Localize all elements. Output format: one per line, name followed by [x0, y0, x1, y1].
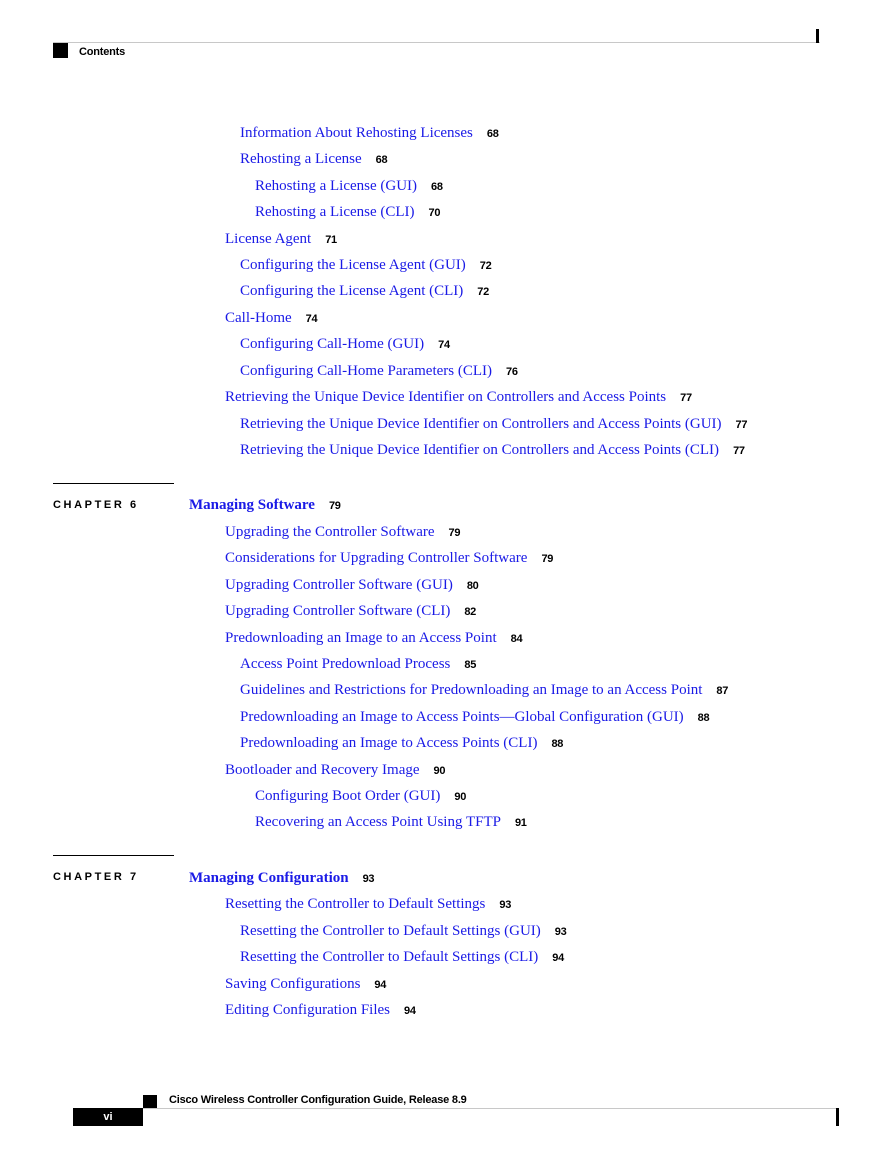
toc-entry[interactable] — [240, 256, 491, 275]
toc-entry-title[interactable]: Predownloading an Image to Access Points (CLI) — [240, 735, 538, 751]
toc-entry[interactable] — [225, 309, 317, 328]
toc-entry[interactable] — [225, 629, 522, 648]
toc-entry-page: 77 — [733, 445, 745, 457]
toc-entry[interactable] — [240, 362, 518, 381]
toc-entry-page: 90 — [454, 791, 467, 803]
chapter-page: 93 — [362, 873, 375, 885]
toc-entry-page: 68 — [431, 181, 443, 193]
toc-entry-title[interactable]: Configuring Boot Order (GUI) — [255, 788, 441, 804]
toc-entry-page: 94 — [374, 979, 387, 991]
toc-entry-title[interactable]: Predownloading an Image to an Access Point — [225, 630, 497, 646]
toc-entry-title[interactable]: Configuring Call-Home Parameters (CLI) — [240, 363, 493, 379]
toc-entry-title[interactable]: Rehosting a License (GUI) — [255, 178, 418, 194]
footer-rule — [143, 1108, 839, 1109]
toc-entry[interactable] — [225, 576, 479, 595]
toc-entry-page: 79 — [448, 527, 461, 539]
toc-entry[interactable] — [255, 813, 527, 832]
toc-entry[interactable] — [225, 895, 511, 914]
toc-entry-title[interactable]: Considerations for Upgrading Controller Software — [225, 550, 528, 566]
toc-entry[interactable] — [225, 1001, 416, 1020]
toc-entry[interactable] — [240, 415, 747, 434]
toc-entry-page: 74 — [438, 339, 450, 351]
toc-entry-title[interactable]: Recovering an Access Point Using TFTP — [255, 814, 501, 830]
toc-entry[interactable] — [255, 787, 466, 806]
chapter-rule — [53, 855, 174, 856]
chapter-heading[interactable] — [189, 869, 374, 888]
toc-entry[interactable] — [240, 335, 450, 354]
toc-entry-title[interactable]: Configuring the License Agent (GUI) — [240, 257, 466, 273]
toc-entry[interactable] — [255, 203, 440, 222]
toc-entry[interactable] — [240, 922, 566, 941]
chapter-page: 79 — [328, 500, 341, 512]
toc-entry-title[interactable]: Editing Configuration Files — [225, 1002, 390, 1018]
toc-entry-title[interactable]: Retrieving the Unique Device Identifier on Controllers and Access Points (GUI) — [240, 416, 722, 432]
chapter-title[interactable]: Managing Configuration — [189, 870, 349, 886]
toc-entry-page: 82 — [464, 606, 476, 618]
toc-entry[interactable] — [225, 761, 445, 780]
toc-entry[interactable] — [240, 124, 499, 143]
toc-entry[interactable] — [240, 681, 728, 700]
toc-entry[interactable] — [240, 655, 476, 674]
toc-entry-title[interactable]: Resetting the Controller to Default Settings — [225, 896, 486, 912]
toc-entry-page: 88 — [551, 738, 564, 750]
toc-entry-title[interactable]: Bootloader and Recovery Image — [225, 762, 420, 778]
footer-marker — [143, 1095, 157, 1108]
toc-entry[interactable] — [240, 150, 387, 169]
toc-entry-page: 76 — [506, 366, 518, 378]
toc-entry-page: 80 — [466, 580, 479, 592]
toc-entry-page: 85 — [464, 659, 477, 671]
toc-entry-page: 77 — [680, 392, 692, 404]
toc-entry-title[interactable]: Upgrading the Controller Software — [225, 524, 435, 540]
toc-entry-title[interactable]: Resetting the Controller to Default Settings (GUI) — [240, 923, 541, 939]
toc-entry-title[interactable]: Configuring Call-Home (GUI) — [240, 336, 425, 352]
toc-entry[interactable] — [240, 948, 564, 967]
toc-entry-title[interactable]: Predownloading an Image to Access Points—Global Configuration (GUI) — [240, 709, 684, 725]
toc-entry[interactable] — [225, 388, 692, 407]
toc-entry-page: 72 — [479, 260, 492, 272]
toc-entry-page: 70 — [428, 207, 441, 219]
toc-entry-title[interactable]: Rehosting a License (CLI) — [255, 204, 415, 220]
toc-entry-page: 91 — [514, 817, 527, 829]
chapter-rule — [53, 483, 174, 484]
toc-entry[interactable] — [225, 975, 386, 994]
chapter-label: CHAPTER 7 — [53, 871, 139, 883]
toc-entry-title[interactable]: Retrieving the Unique Device Identifier on Controllers and Access Points — [225, 389, 667, 405]
toc-entry-page: 71 — [325, 234, 337, 246]
chapter-title[interactable]: Managing Software — [189, 497, 315, 513]
toc-entry-page: 79 — [541, 553, 554, 565]
toc-entry[interactable] — [225, 230, 337, 249]
footer-page-number: vi — [73, 1108, 143, 1126]
toc-entry-title[interactable]: Configuring the License Agent (CLI) — [240, 283, 464, 299]
toc-entry[interactable] — [240, 441, 745, 460]
header-edge-bar — [816, 29, 819, 43]
toc-entry-title[interactable]: Resetting the Controller to Default Settings (CLI) — [240, 949, 539, 965]
toc-entry-title[interactable]: License Agent — [225, 231, 312, 247]
toc-entry-title[interactable]: Information About Rehosting Licenses — [240, 125, 473, 141]
toc-entry[interactable] — [240, 282, 489, 301]
toc-entry-page: 94 — [404, 1005, 416, 1017]
toc-entry-page: 77 — [735, 419, 748, 431]
header-marker — [53, 43, 68, 58]
toc-entry[interactable] — [240, 708, 709, 727]
toc-entry-title[interactable]: Access Point Predownload Process — [240, 656, 451, 672]
chapter-label: CHAPTER 6 — [53, 499, 139, 511]
toc-entry-title[interactable]: Upgrading Controller Software (CLI) — [225, 603, 451, 619]
toc-entry-page: 94 — [552, 952, 564, 964]
header-rule — [53, 42, 820, 43]
toc-entry-title[interactable]: Rehosting a License — [240, 151, 362, 167]
toc-entry-page: 68 — [375, 154, 388, 166]
footer-edge-bar — [836, 1108, 839, 1126]
toc-entry[interactable] — [225, 602, 476, 621]
toc-entry-page: 93 — [554, 926, 567, 938]
running-header: Contents — [79, 46, 126, 58]
toc-entry-page: 72 — [477, 286, 489, 298]
toc-entry[interactable] — [255, 177, 443, 196]
chapter-heading[interactable] — [189, 496, 341, 515]
toc-entry-title[interactable]: Call-Home — [225, 310, 292, 326]
toc-entry-page: 93 — [499, 899, 512, 911]
toc-entry-title[interactable]: Retrieving the Unique Device Identifier on Controllers and Access Points (CLI) — [240, 442, 720, 458]
toc-entry-page: 87 — [716, 685, 729, 697]
toc-entry-page: 88 — [697, 712, 710, 724]
footer-book-title: Cisco Wireless Controller Configuration Guide, Release 8.9 — [169, 1094, 467, 1106]
toc-entry-title[interactable]: Upgrading Controller Software (GUI) — [225, 577, 453, 593]
toc-entry[interactable] — [240, 734, 563, 753]
toc-entry[interactable] — [225, 523, 460, 542]
toc-entry[interactable] — [225, 549, 553, 568]
toc-entry-page: 84 — [510, 633, 523, 645]
toc-entry-title[interactable]: Guidelines and Restrictions for Predownloading an Image to an Access Point — [240, 682, 703, 698]
toc-entry-page: 68 — [486, 128, 499, 140]
toc-entry-page: 90 — [433, 765, 446, 777]
toc-entry-page: 74 — [305, 313, 318, 325]
toc-entry-title[interactable]: Saving Configurations — [225, 976, 361, 992]
